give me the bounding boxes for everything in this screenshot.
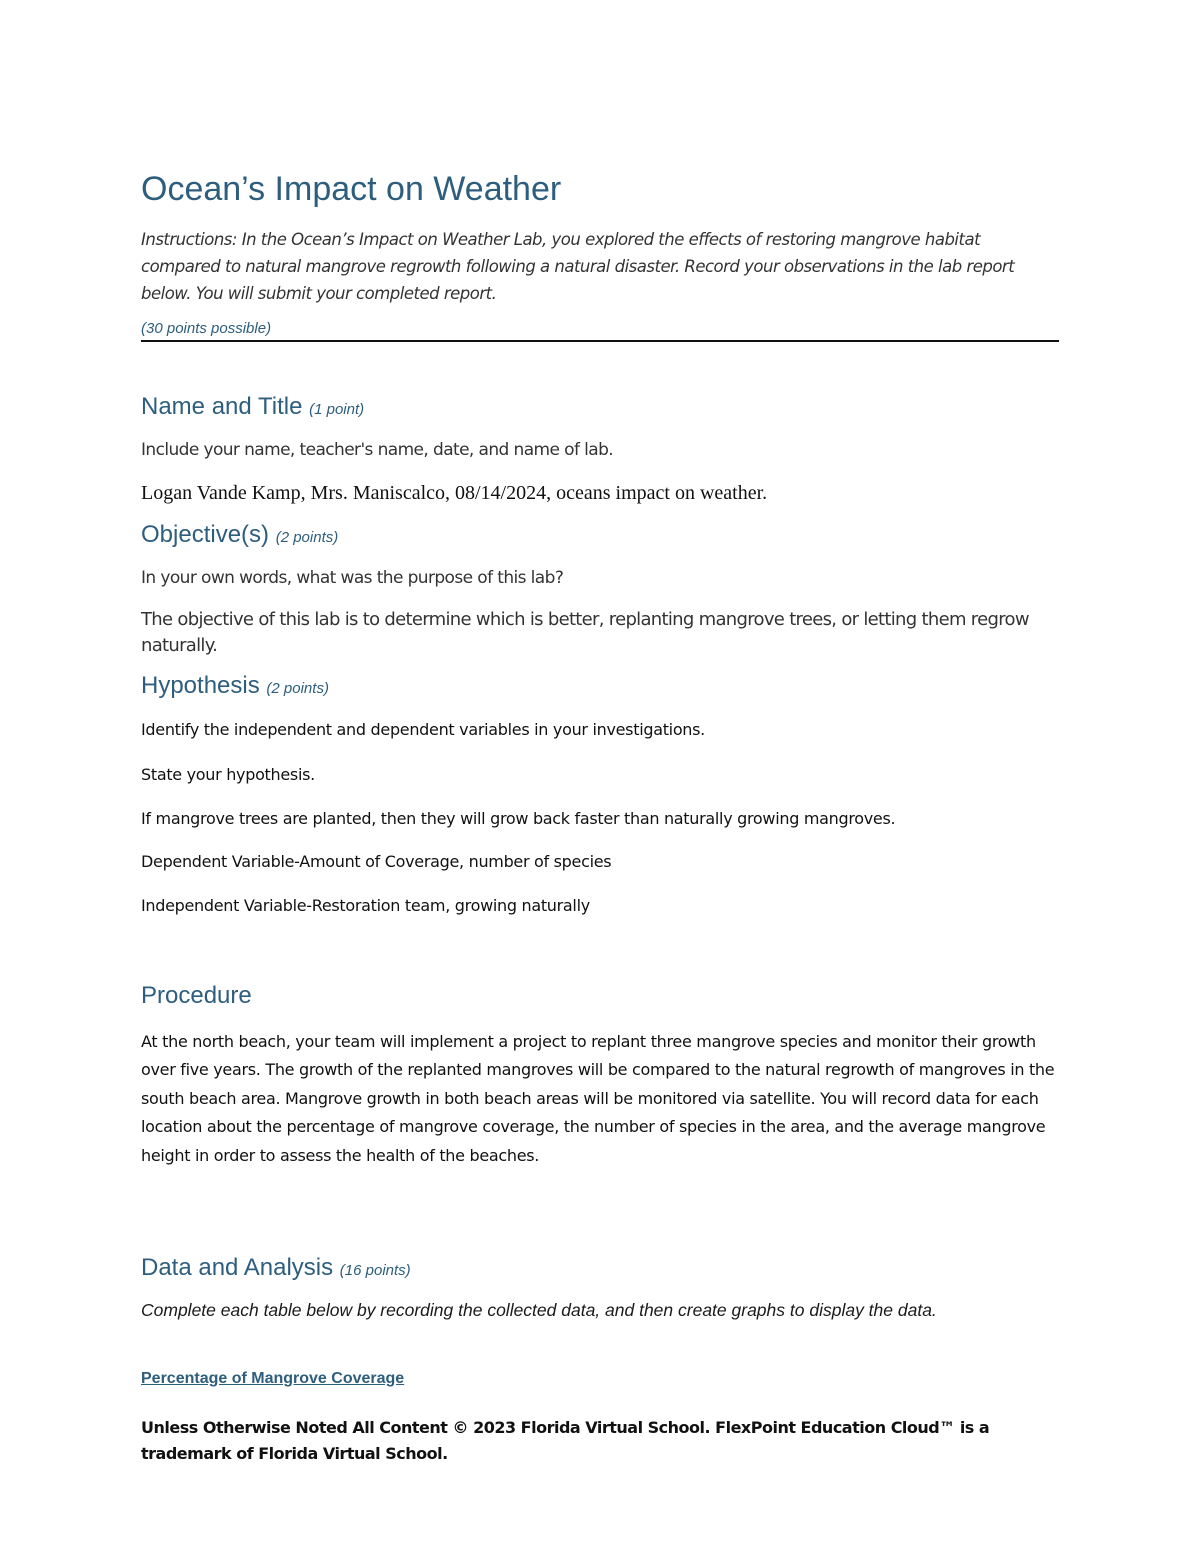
hypothesis-heading <box>141 672 329 700</box>
data-analysis-heading <box>141 1254 411 1282</box>
objective-prompt: In your own words, what was the purpose of this lab? <box>141 568 564 588</box>
dependent-variable-answer[interactable]: Dependent Variable-Amount of Coverage, number of species <box>141 852 612 871</box>
procedure-text: At the north beach, your team will implement a project to replant three mangrove species and monitor their growth over five years. The growth of the replanted mangroves will be compared to the natural regrowth of mangroves in the south beach area. Mangrove growth in both beach areas will be monitored via satellite. You will record data for each location about the percentage of mangrove coverage, the number of species in the area, and the average mangrove height in order to assess the health of the beaches. <box>141 1032 1055 1165</box>
name-title-prompt: Include your name, teacher's name, date, and name of lab. <box>141 440 614 460</box>
name-title-heading-text: Name and Title <box>141 393 303 420</box>
data-analysis-points: (16 points) <box>339 1262 411 1279</box>
objective-heading-text: Objective(s) <box>141 521 270 548</box>
points-possible: (30 points possible) <box>141 320 272 337</box>
procedure-heading-text: Procedure <box>141 982 252 1009</box>
data-analysis-instructions: Complete each table below by recording the collected data, and then create graphs to display the data. <box>141 1300 937 1320</box>
data-analysis-heading-text: Data and Analysis <box>141 1254 334 1281</box>
name-title-heading <box>141 393 364 421</box>
copyright-footer: Unless Otherwise Noted All Content © 2023 Florida Virtual School. FlexPoint Education Cloud™ is a trademark of Florida Virtual School. <box>141 1418 990 1463</box>
independent-variable-answer[interactable]: Independent Variable-Restoration team, growing naturally <box>141 896 590 915</box>
mangrove-coverage-table-link[interactable]: Percentage of Mangrove Coverage <box>141 1370 405 1387</box>
hypothesis-prompt-variables: Identify the independent and dependent variables in your investigations. <box>141 720 705 739</box>
page-title: Ocean’s Impact on Weather <box>141 170 562 208</box>
objective-heading <box>141 521 338 549</box>
hypothesis-prompt-statement: State your hypothesis. <box>141 765 315 784</box>
hypothesis-answer[interactable]: If mangrove trees are planted, then they will grow back faster than naturally growing mangroves. <box>141 809 896 828</box>
hypothesis-heading-text: Hypothesis <box>141 672 260 699</box>
objective-answer[interactable]: The objective of this lab is to determine which is better, replanting mangrove trees, or letting them regrow naturally. <box>141 609 1029 656</box>
name-title-answer[interactable]: Logan Vande Kamp, Mrs. Maniscalco, 08/14/2024, oceans impact on weather. <box>141 482 768 504</box>
objective-points: (2 points) <box>275 529 339 546</box>
name-title-points: (1 point) <box>309 401 365 418</box>
title-divider <box>141 340 1059 342</box>
lab-instructions: Instructions: In the Ocean’s Impact on Weather Lab, you explored the effects of restoring mangrove habitat compared to natural mangrove regrowth following a natural disaster. Record your observations in the lab report below. You will submit your completed report. <box>141 230 1015 303</box>
hypothesis-points: (2 points) <box>266 680 329 697</box>
procedure-heading <box>141 982 252 1010</box>
